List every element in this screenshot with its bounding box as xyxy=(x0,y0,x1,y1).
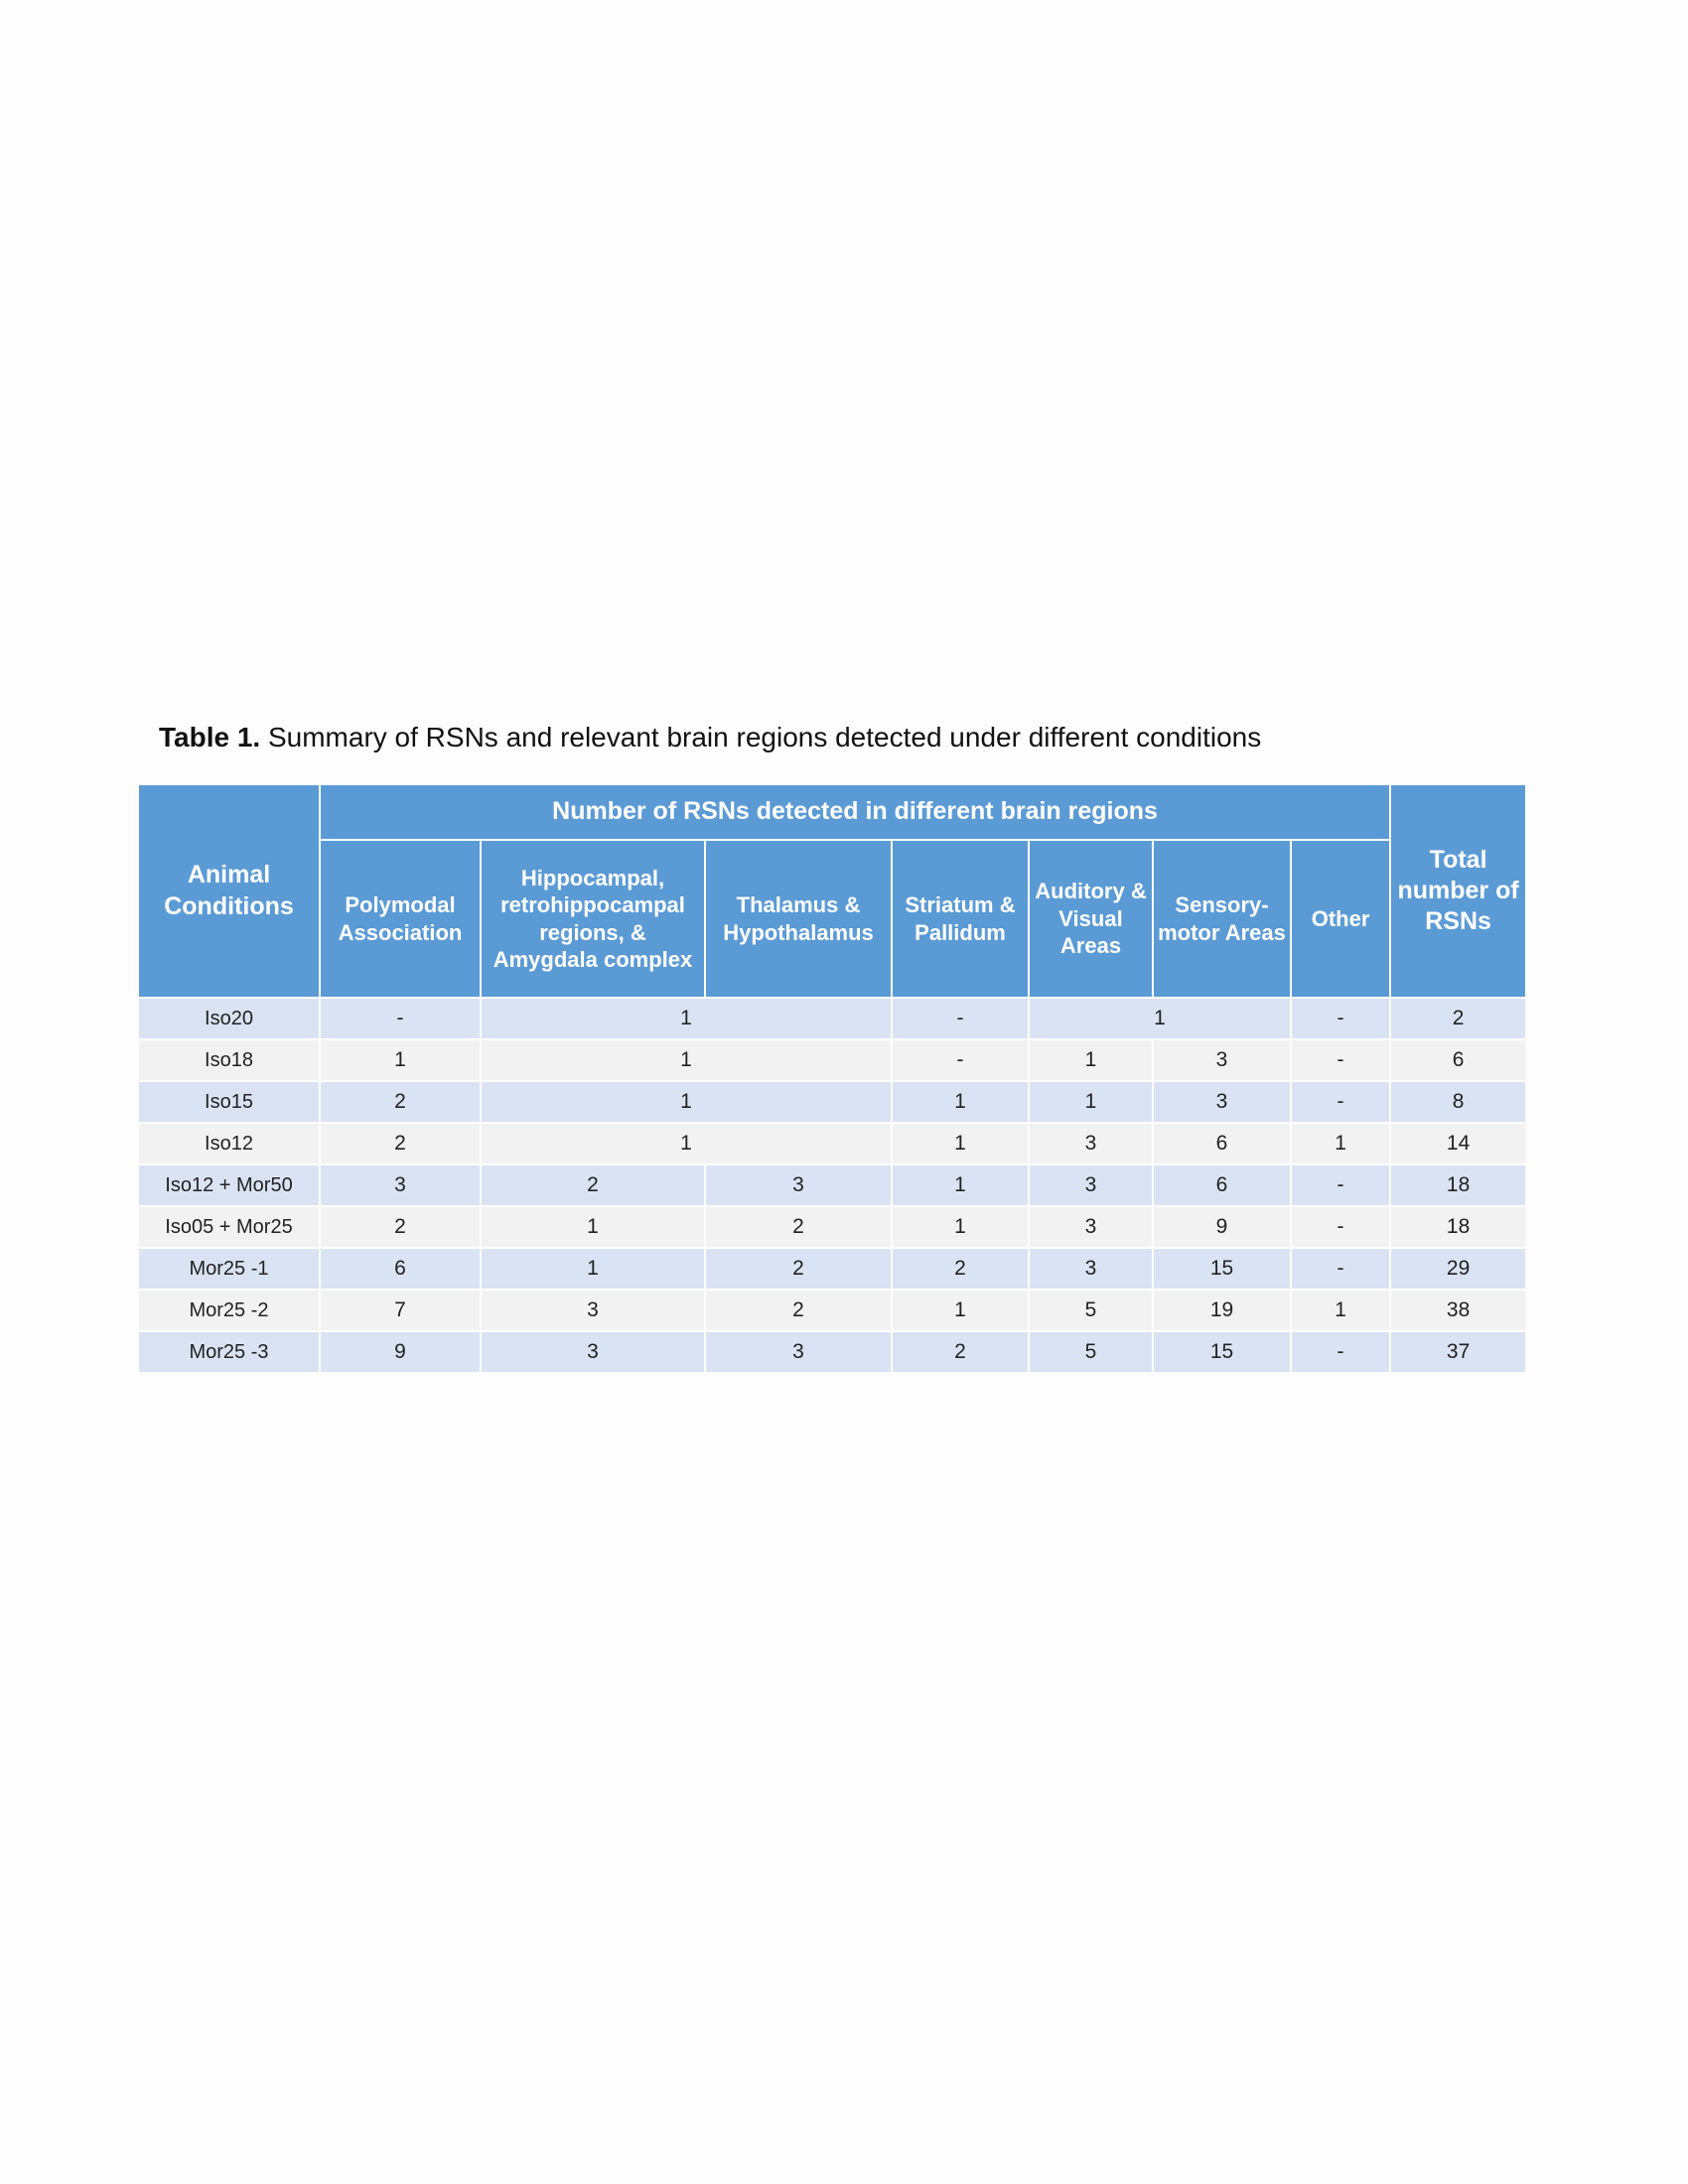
hippocampal-cell: 2 xyxy=(481,1164,705,1206)
polymodal-cell: 9 xyxy=(320,1331,481,1372)
hippocampal-cell: 1 xyxy=(481,1248,705,1290)
polymodal-cell: 2 xyxy=(320,1206,481,1248)
total-cell: 37 xyxy=(1390,1331,1525,1372)
thalamus-cell: 3 xyxy=(705,1331,892,1372)
total-cell: 18 xyxy=(1390,1206,1525,1248)
hippocampal-cell: 1 xyxy=(481,1206,705,1248)
polymodal-cell: 2 xyxy=(320,1081,481,1123)
total-cell: 2 xyxy=(1390,998,1525,1039)
table-caption-text: Summary of RSNs and relevant brain regions detected under different conditions xyxy=(267,722,1262,752)
other-cell: - xyxy=(1291,1164,1390,1206)
thalamus-cell: 2 xyxy=(705,1290,892,1331)
striatum-cell: 1 xyxy=(892,1206,1029,1248)
auditory-cell: 1 xyxy=(1029,1039,1153,1081)
thalamus-cell: 2 xyxy=(705,1206,892,1248)
polymodal-cell: 6 xyxy=(320,1248,481,1290)
other-cell: - xyxy=(1291,1039,1390,1081)
hippocampal-cell: 3 xyxy=(481,1290,705,1331)
column-header-hippocampal: Hippocampal, retrohippocampal regions, & Amygdala complex xyxy=(481,840,705,998)
polymodal-cell: 2 xyxy=(320,1123,481,1164)
hippocampal-thalamus-merged-cell: 1 xyxy=(481,1123,892,1164)
total-cell: 14 xyxy=(1390,1123,1525,1164)
striatum-cell: 1 xyxy=(892,1123,1029,1164)
auditory-cell: 3 xyxy=(1029,1164,1153,1206)
table-row xyxy=(139,1081,1525,1123)
table-row xyxy=(139,998,1525,1039)
sensory-motor-cell: 15 xyxy=(1153,1248,1291,1290)
condition-cell: Mor25 -3 xyxy=(139,1331,320,1372)
condition-cell: Iso12 + Mor50 xyxy=(139,1164,320,1206)
condition-cell: Iso05 + Mor25 xyxy=(139,1206,320,1248)
condition-cell: Mor25 -1 xyxy=(139,1248,320,1290)
table-caption-label: Table 1. xyxy=(159,722,261,752)
polymodal-cell: - xyxy=(320,998,481,1039)
condition-cell: Iso18 xyxy=(139,1039,320,1081)
hippocampal-thalamus-merged-cell: 1 xyxy=(481,998,892,1039)
column-header-thalamus: Thalamus & Hypothalamus xyxy=(705,840,892,998)
polymodal-cell: 1 xyxy=(320,1039,481,1081)
column-header-sensory-motor: Sensory-motor Areas xyxy=(1153,840,1291,998)
striatum-cell: 2 xyxy=(892,1331,1029,1372)
other-cell: - xyxy=(1291,1206,1390,1248)
auditory-cell: 5 xyxy=(1029,1331,1153,1372)
table-row xyxy=(139,1206,1525,1248)
animal-conditions-header: Animal Conditions xyxy=(139,785,320,998)
total-cell: 29 xyxy=(1390,1248,1525,1290)
sensory-motor-cell: 3 xyxy=(1153,1081,1291,1123)
striatum-cell: 1 xyxy=(892,1290,1029,1331)
total-cell: 8 xyxy=(1390,1081,1525,1123)
table-row xyxy=(139,1248,1525,1290)
striatum-cell: 2 xyxy=(892,1248,1029,1290)
sensory-motor-cell: 6 xyxy=(1153,1164,1291,1206)
other-cell: 1 xyxy=(1291,1123,1390,1164)
column-header-striatum: Striatum & Pallidum xyxy=(892,840,1029,998)
polymodal-cell: 7 xyxy=(320,1290,481,1331)
condition-cell: Iso15 xyxy=(139,1081,320,1123)
condition-cell: Iso20 xyxy=(139,998,320,1039)
auditory-cell: 1 xyxy=(1029,1081,1153,1123)
other-cell: - xyxy=(1291,1331,1390,1372)
auditory-cell: 3 xyxy=(1029,1206,1153,1248)
sensory-motor-cell: 9 xyxy=(1153,1206,1291,1248)
column-header-auditory-visual: Auditory & Visual Areas xyxy=(1029,840,1153,998)
table-row xyxy=(139,1290,1525,1331)
column-header-other: Other xyxy=(1291,840,1390,998)
table-row xyxy=(139,1123,1525,1164)
total-cell: 6 xyxy=(1390,1039,1525,1081)
striatum-cell: - xyxy=(892,1039,1029,1081)
thalamus-cell: 2 xyxy=(705,1248,892,1290)
striatum-cell: - xyxy=(892,998,1029,1039)
auditory-sensory-merged-cell: 1 xyxy=(1029,998,1291,1039)
other-cell: - xyxy=(1291,1081,1390,1123)
total-rsns-header: Total number of RSNs xyxy=(1390,785,1525,998)
column-header-polymodal: Polymodal Association xyxy=(320,840,481,998)
total-cell: 18 xyxy=(1390,1164,1525,1206)
total-cell: 38 xyxy=(1390,1290,1525,1331)
striatum-cell: 1 xyxy=(892,1164,1029,1206)
sensory-motor-cell: 19 xyxy=(1153,1290,1291,1331)
table-row xyxy=(139,1331,1525,1372)
table-row xyxy=(139,1164,1525,1206)
sensory-motor-cell: 3 xyxy=(1153,1039,1291,1081)
auditory-cell: 5 xyxy=(1029,1290,1153,1331)
condition-cell: Iso12 xyxy=(139,1123,320,1164)
brain-regions-group-header: Number of RSNs detected in different brain regions xyxy=(320,785,1390,840)
table-caption xyxy=(159,722,1261,753)
polymodal-cell: 3 xyxy=(320,1164,481,1206)
auditory-cell: 3 xyxy=(1029,1123,1153,1164)
rsn-summary-table xyxy=(139,785,1525,1372)
striatum-cell: 1 xyxy=(892,1081,1029,1123)
other-cell: - xyxy=(1291,998,1390,1039)
table-row xyxy=(139,1039,1525,1081)
hippocampal-thalamus-merged-cell: 1 xyxy=(481,1081,892,1123)
sensory-motor-cell: 15 xyxy=(1153,1331,1291,1372)
auditory-cell: 3 xyxy=(1029,1248,1153,1290)
condition-cell: Mor25 -2 xyxy=(139,1290,320,1331)
thalamus-cell: 3 xyxy=(705,1164,892,1206)
other-cell: - xyxy=(1291,1248,1390,1290)
sensory-motor-cell: 6 xyxy=(1153,1123,1291,1164)
hippocampal-cell: 3 xyxy=(481,1331,705,1372)
other-cell: 1 xyxy=(1291,1290,1390,1331)
hippocampal-thalamus-merged-cell: 1 xyxy=(481,1039,892,1081)
